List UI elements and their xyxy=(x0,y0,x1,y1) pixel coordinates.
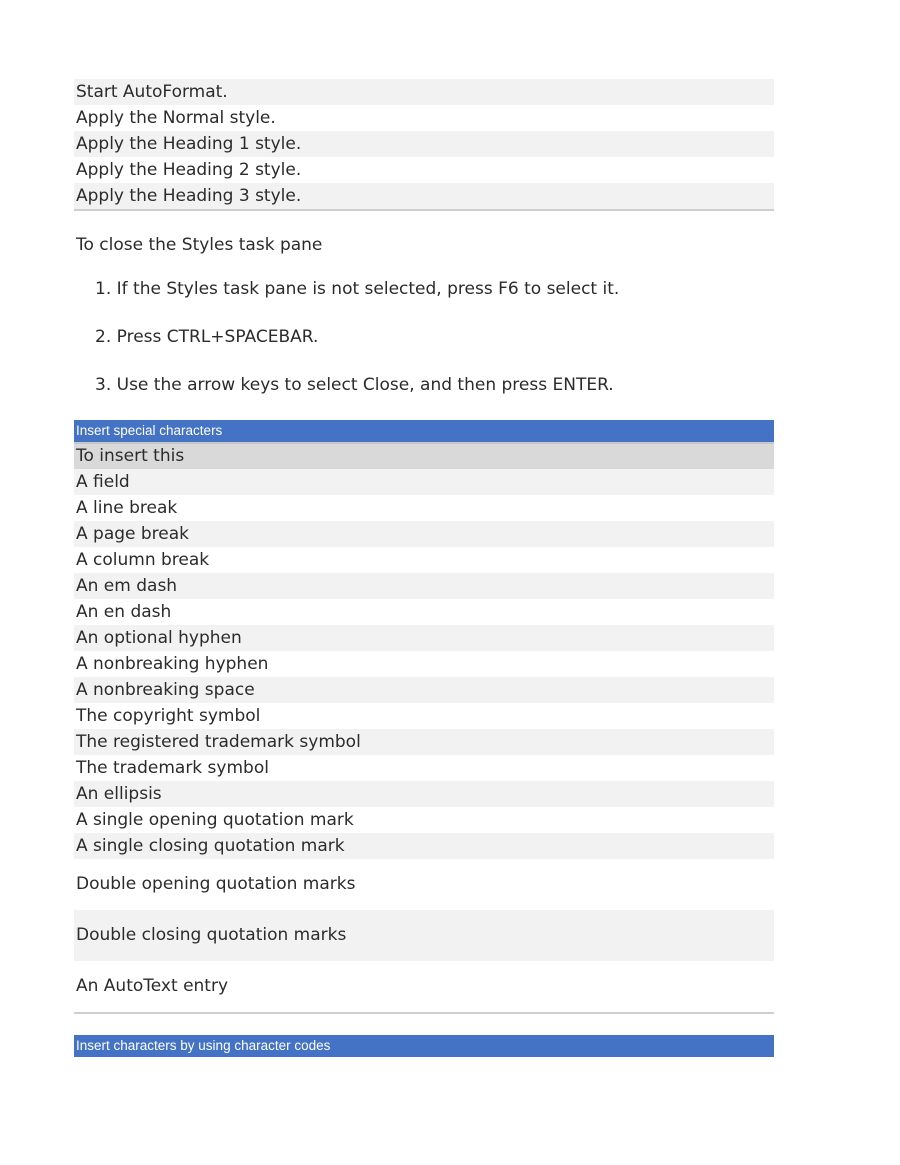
table-bottom-rule xyxy=(74,1012,774,1014)
table-row: The trademark symbol xyxy=(74,755,774,781)
table-row: The registered trademark symbol xyxy=(74,729,774,755)
character-codes-table xyxy=(74,1035,774,1057)
column-header: To insert this xyxy=(74,442,774,469)
table-row: A field xyxy=(74,469,774,495)
table-row: An em dash xyxy=(74,573,774,599)
document-content xyxy=(74,79,774,1057)
table-row: Apply the Normal style. xyxy=(74,105,774,131)
table-row: A nonbreaking hyphen xyxy=(74,651,774,677)
table-row: An AutoText entry xyxy=(74,961,774,1012)
table-row: Apply the Heading 3 style. xyxy=(74,183,774,209)
list-item: 2. Press CTRL+SPACEBAR. xyxy=(95,327,319,347)
styles-shortcut-table xyxy=(74,79,774,211)
table-row: Apply the Heading 2 style. xyxy=(74,157,774,183)
special-characters-banner: Insert special characters xyxy=(74,420,774,442)
table-row: A column break xyxy=(74,547,774,573)
table-bottom-rule xyxy=(74,209,774,211)
table-row: A single opening quotation mark xyxy=(74,807,774,833)
table-row: An optional hyphen xyxy=(74,625,774,651)
table-row: A nonbreaking space xyxy=(74,677,774,703)
table-row: Start AutoFormat. xyxy=(74,79,774,105)
table-row: Apply the Heading 1 style. xyxy=(74,131,774,157)
list-item: 3. Use the arrow keys to select Close, and then press ENTER. xyxy=(95,375,614,395)
list-item: 1. If the Styles task pane is not selected, press F6 to select it. xyxy=(95,279,620,299)
table-row: An en dash xyxy=(74,599,774,625)
table-row: An ellipsis xyxy=(74,781,774,807)
table-row: A page break xyxy=(74,521,774,547)
table-row: The copyright symbol xyxy=(74,703,774,729)
special-characters-table xyxy=(74,420,774,1014)
table-row: A single closing quotation mark xyxy=(74,833,774,859)
character-codes-banner: Insert characters by using character codes xyxy=(74,1035,774,1057)
table-row: Double opening quotation marks xyxy=(74,859,774,910)
close-styles-heading: To close the Styles task pane xyxy=(76,235,323,255)
table-row: A line break xyxy=(74,495,774,521)
close-styles-steps xyxy=(74,278,774,396)
table-row: Double closing quotation marks xyxy=(74,910,774,961)
